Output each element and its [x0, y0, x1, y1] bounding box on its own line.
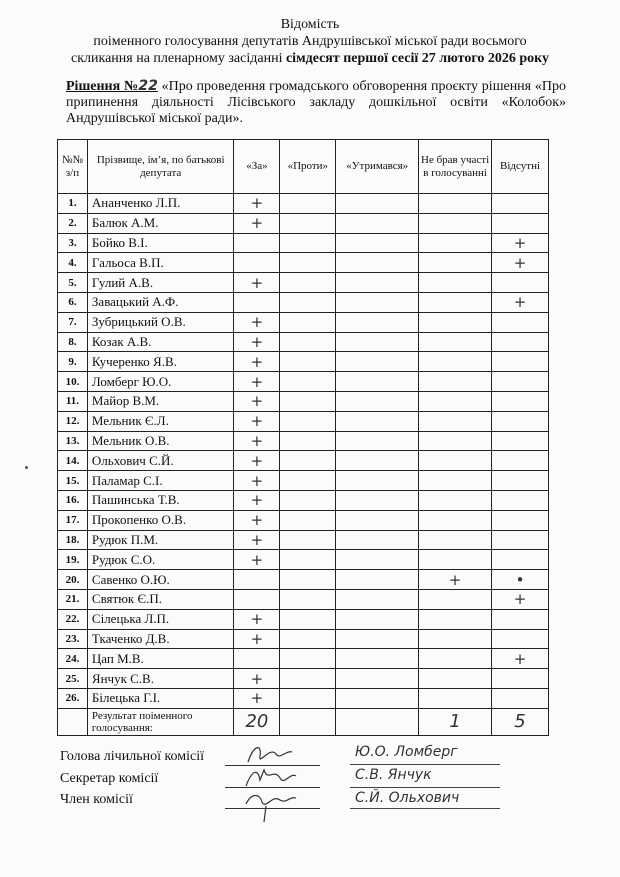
signature-name-chair: Ю.О. Ломберг	[355, 744, 458, 760]
vote-against-mark	[280, 194, 336, 214]
vote-abstain-mark	[336, 194, 419, 214]
total-label: Результат поіменного голосування:	[87, 708, 234, 735]
not-voted-mark	[419, 471, 492, 491]
not-voted-mark	[419, 312, 492, 332]
vote-abstain-mark	[336, 530, 419, 550]
total-spacer	[58, 708, 88, 735]
vote-against-mark	[280, 372, 336, 392]
signature-name-line-member	[350, 808, 500, 809]
vote-against-mark	[280, 510, 336, 530]
table-row	[58, 490, 549, 510]
voting-table	[57, 139, 549, 736]
vote-abstain-mark	[336, 688, 419, 708]
not-voted-mark	[419, 352, 492, 372]
not-voted-mark	[419, 292, 492, 312]
vote-for-mark: +	[234, 688, 280, 708]
signature-name-line-chair	[350, 764, 500, 765]
decision-title: «Про проведення громадського обговорення проєкту рішення «Про припинення діяльності Лісівського закладу дошкільної освіти «Колобок» Андрушівської міської ради».	[66, 79, 567, 126]
document-title: Відомість	[280, 17, 340, 32]
vote-abstain-mark	[336, 629, 419, 649]
absent-mark	[492, 629, 549, 649]
vote-against-mark	[280, 649, 336, 669]
vote-for-mark: +	[234, 629, 280, 649]
vote-against-mark	[280, 253, 336, 273]
vote-for-mark: +	[234, 510, 280, 530]
vote-for-mark: +	[234, 332, 280, 352]
vote-for-mark	[234, 649, 280, 669]
not-voted-mark	[419, 273, 492, 293]
vote-for-mark	[234, 292, 280, 312]
deputy-name: Гулий А.В.	[87, 273, 234, 293]
total-for: 20	[234, 708, 280, 735]
vote-against-mark	[280, 570, 336, 590]
vote-abstain-mark	[336, 391, 419, 411]
deputy-name: Пашинська Т.В.	[87, 490, 234, 510]
deputy-name: Мельник Є.Л.	[87, 411, 234, 431]
not-voted-mark	[419, 332, 492, 352]
total-notvoted: 1	[419, 708, 492, 735]
deputy-name: Завацький А.Ф.	[87, 292, 234, 312]
col-notvoted-header: Не брав участі в голосуванні	[419, 140, 492, 194]
row-number: 15.	[58, 471, 88, 491]
deputy-name: Балюк А.М.	[87, 213, 234, 233]
absent-mark	[492, 530, 549, 550]
deputy-name: Прокопенко О.В.	[87, 510, 234, 530]
signature-name-member: С.Й. Ольхович	[355, 790, 460, 806]
table-row	[58, 629, 549, 649]
vote-abstain-mark	[336, 233, 419, 253]
vote-abstain-mark	[336, 273, 419, 293]
not-voted-mark	[419, 411, 492, 431]
deputy-name: Гальоса В.П.	[87, 253, 234, 273]
vote-against-mark	[280, 589, 336, 609]
table-row	[58, 213, 549, 233]
total-against	[280, 708, 336, 735]
vote-for-mark: +	[234, 451, 280, 471]
table-row	[58, 451, 549, 471]
absent-mark	[492, 669, 549, 689]
absent-mark	[492, 352, 549, 372]
absent-mark	[492, 391, 549, 411]
table-row	[58, 352, 549, 372]
table-row	[58, 589, 549, 609]
vote-against-mark	[280, 688, 336, 708]
absent-mark	[492, 431, 549, 451]
not-voted-mark	[419, 669, 492, 689]
vote-for-mark: +	[234, 471, 280, 491]
row-number: 1.	[58, 194, 88, 214]
decision-label	[66, 79, 158, 94]
vote-for-mark: +	[234, 273, 280, 293]
vote-for-mark	[234, 253, 280, 273]
absent-mark	[492, 372, 549, 392]
absent-mark	[492, 490, 549, 510]
vote-for-mark	[234, 570, 280, 590]
absent-mark: •	[492, 570, 549, 590]
not-voted-mark	[419, 550, 492, 570]
not-voted-mark	[419, 688, 492, 708]
vote-against-mark	[280, 411, 336, 431]
table-row	[58, 273, 549, 293]
decision-number: 22	[138, 78, 158, 94]
table-row	[58, 550, 549, 570]
deputy-name: Ткаченко Д.В.	[87, 629, 234, 649]
vote-abstain-mark	[336, 451, 419, 471]
vote-against-mark	[280, 431, 336, 451]
table-row	[58, 530, 549, 550]
row-number: 6.	[58, 292, 88, 312]
vote-against-mark	[280, 471, 336, 491]
table-row	[58, 688, 549, 708]
deputy-name: Білецька Г.І.	[87, 688, 234, 708]
table-row	[58, 332, 549, 352]
deputy-name: Рудюк С.О.	[87, 550, 234, 570]
col-number-header: №№ з/п	[58, 140, 88, 194]
row-number: 18.	[58, 530, 88, 550]
vote-for-mark	[234, 589, 280, 609]
vote-abstain-mark	[336, 669, 419, 689]
row-number: 3.	[58, 233, 88, 253]
absent-mark	[492, 273, 549, 293]
deputy-name: Сілецька Л.П.	[87, 609, 234, 629]
scan-speck	[25, 466, 28, 469]
deputy-name: Мельник О.В.	[87, 431, 234, 451]
deputy-name: Зубрицький О.В.	[87, 312, 234, 332]
vote-against-mark	[280, 332, 336, 352]
deputy-name: Козак А.В.	[87, 332, 234, 352]
absent-mark	[492, 213, 549, 233]
vote-against-mark	[280, 273, 336, 293]
not-voted-mark	[419, 372, 492, 392]
vote-for-mark: +	[234, 411, 280, 431]
not-voted-mark	[419, 510, 492, 530]
vote-abstain-mark	[336, 332, 419, 352]
absent-mark	[492, 550, 549, 570]
absent-mark: +	[492, 649, 549, 669]
decision-label-prefix: Рішення №	[66, 79, 139, 94]
decision-text	[66, 78, 566, 127]
table-row	[58, 649, 549, 669]
col-for-header: «За»	[234, 140, 280, 194]
row-number: 4.	[58, 253, 88, 273]
row-number: 26.	[58, 688, 88, 708]
vote-for-mark: +	[234, 213, 280, 233]
row-number: 14.	[58, 451, 88, 471]
vote-for-mark: +	[234, 431, 280, 451]
vote-against-mark	[280, 213, 336, 233]
vote-abstain-mark	[336, 372, 419, 392]
deputy-name: Паламар С.І.	[87, 471, 234, 491]
row-number: 17.	[58, 510, 88, 530]
vote-abstain-mark	[336, 431, 419, 451]
not-voted-mark	[419, 629, 492, 649]
vote-abstain-mark	[336, 292, 419, 312]
vote-abstain-mark	[336, 649, 419, 669]
table-row	[58, 292, 549, 312]
total-row	[58, 708, 549, 735]
row-number: 8.	[58, 332, 88, 352]
absent-mark	[492, 312, 549, 332]
deputy-name: Янчук С.В.	[87, 669, 234, 689]
vote-abstain-mark	[336, 213, 419, 233]
row-number: 2.	[58, 213, 88, 233]
row-number: 19.	[58, 550, 88, 570]
not-voted-mark	[419, 609, 492, 629]
row-number: 21.	[58, 589, 88, 609]
vote-against-mark	[280, 352, 336, 372]
col-name-header: Прізвище, ім’я, по батькові депутата	[87, 140, 234, 194]
vote-against-mark	[280, 451, 336, 471]
vote-against-mark	[280, 530, 336, 550]
absent-mark	[492, 471, 549, 491]
vote-abstain-mark	[336, 411, 419, 431]
table-row	[58, 411, 549, 431]
table-header-row	[58, 140, 549, 194]
absent-mark	[492, 451, 549, 471]
total-absent: 5	[492, 708, 549, 735]
deputy-name: Майор В.М.	[87, 391, 234, 411]
vote-for-mark: +	[234, 530, 280, 550]
vote-against-mark	[280, 312, 336, 332]
signature-role-member: Член комісії	[60, 792, 133, 807]
table-row	[58, 669, 549, 689]
signature-member-image	[240, 786, 300, 824]
not-voted-mark	[419, 233, 492, 253]
vote-against-mark	[280, 669, 336, 689]
vote-abstain-mark	[336, 510, 419, 530]
not-voted-mark	[419, 213, 492, 233]
vote-abstain-mark	[336, 550, 419, 570]
not-voted-mark	[419, 589, 492, 609]
vote-against-mark	[280, 233, 336, 253]
absent-mark	[492, 609, 549, 629]
signature-role-secretary: Секретар комісії	[60, 771, 159, 786]
not-voted-mark	[419, 490, 492, 510]
deputy-name: Ананченко Л.П.	[87, 194, 234, 214]
vote-for-mark: +	[234, 609, 280, 629]
vote-against-mark	[280, 629, 336, 649]
table-row	[58, 570, 549, 590]
vote-for-mark: +	[234, 372, 280, 392]
absent-mark: +	[492, 233, 549, 253]
not-voted-mark: +	[419, 570, 492, 590]
table-row	[58, 609, 549, 629]
document-subtitle-line2	[0, 50, 620, 67]
row-number: 5.	[58, 273, 88, 293]
vote-abstain-mark	[336, 570, 419, 590]
absent-mark: +	[492, 589, 549, 609]
not-voted-mark	[419, 253, 492, 273]
table-row	[58, 431, 549, 451]
absent-mark	[492, 411, 549, 431]
col-against-header: «Проти»	[280, 140, 336, 194]
absent-mark	[492, 194, 549, 214]
table-row	[58, 391, 549, 411]
table-row	[58, 253, 549, 273]
vote-abstain-mark	[336, 471, 419, 491]
deputy-name: Ломберг Ю.О.	[87, 372, 234, 392]
row-number: 24.	[58, 649, 88, 669]
absent-mark	[492, 332, 549, 352]
not-voted-mark	[419, 194, 492, 214]
row-number: 12.	[58, 411, 88, 431]
row-number: 10.	[58, 372, 88, 392]
vote-for-mark: +	[234, 391, 280, 411]
row-number: 23.	[58, 629, 88, 649]
table-row	[58, 233, 549, 253]
signature-name-secretary: С.В. Янчук	[355, 767, 432, 783]
not-voted-mark	[419, 451, 492, 471]
row-number: 7.	[58, 312, 88, 332]
table-row	[58, 194, 549, 214]
absent-mark	[492, 510, 549, 530]
session-date: сімдесят першої сесії 27 лютого 2026 року	[285, 51, 550, 66]
table-row	[58, 510, 549, 530]
deputy-name: Ольхович С.Й.	[87, 451, 234, 471]
vote-abstain-mark	[336, 589, 419, 609]
table-row	[58, 312, 549, 332]
not-voted-mark	[419, 530, 492, 550]
col-abstain-header: «Утримався»	[336, 140, 419, 194]
vote-for-mark: +	[234, 550, 280, 570]
vote-against-mark	[280, 609, 336, 629]
signature-name-line-secretary	[350, 787, 500, 788]
document-subtitle-line1: поіменного голосування депутатів Андрушівської міської ради восьмого	[93, 34, 527, 49]
vote-for-mark: +	[234, 352, 280, 372]
vote-abstain-mark	[336, 609, 419, 629]
absent-mark	[492, 688, 549, 708]
vote-for-mark: +	[234, 669, 280, 689]
signature-role-chair: Голова лічильної комісії	[60, 749, 205, 764]
row-number: 13.	[58, 431, 88, 451]
vote-abstain-mark	[336, 312, 419, 332]
row-number: 25.	[58, 669, 88, 689]
total-abstain	[336, 708, 419, 735]
row-number: 11.	[58, 391, 88, 411]
row-number: 22.	[58, 609, 88, 629]
deputy-name: Святюк Є.П.	[87, 589, 234, 609]
col-absent-header: Відсутні	[492, 140, 549, 194]
row-number: 9.	[58, 352, 88, 372]
vote-against-mark	[280, 490, 336, 510]
table-row	[58, 372, 549, 392]
vote-abstain-mark	[336, 352, 419, 372]
vote-against-mark	[280, 292, 336, 312]
vote-for-mark	[234, 233, 280, 253]
row-number: 16.	[58, 490, 88, 510]
deputy-name: Рудюк П.М.	[87, 530, 234, 550]
vote-abstain-mark	[336, 253, 419, 273]
session-text: скликання на пленарному засіданні	[70, 51, 286, 66]
vote-for-mark: +	[234, 194, 280, 214]
deputy-name: Кучеренко Я.В.	[87, 352, 234, 372]
deputy-name: Цап М.В.	[87, 649, 234, 669]
vote-for-mark: +	[234, 312, 280, 332]
not-voted-mark	[419, 391, 492, 411]
row-number: 20.	[58, 570, 88, 590]
vote-for-mark: +	[234, 490, 280, 510]
vote-against-mark	[280, 391, 336, 411]
absent-mark: +	[492, 292, 549, 312]
vote-abstain-mark	[336, 490, 419, 510]
table-row	[58, 471, 549, 491]
deputy-name: Бойко В.І.	[87, 233, 234, 253]
deputy-name: Савенко О.Ю.	[87, 570, 234, 590]
vote-against-mark	[280, 550, 336, 570]
not-voted-mark	[419, 649, 492, 669]
not-voted-mark	[419, 431, 492, 451]
absent-mark: +	[492, 253, 549, 273]
